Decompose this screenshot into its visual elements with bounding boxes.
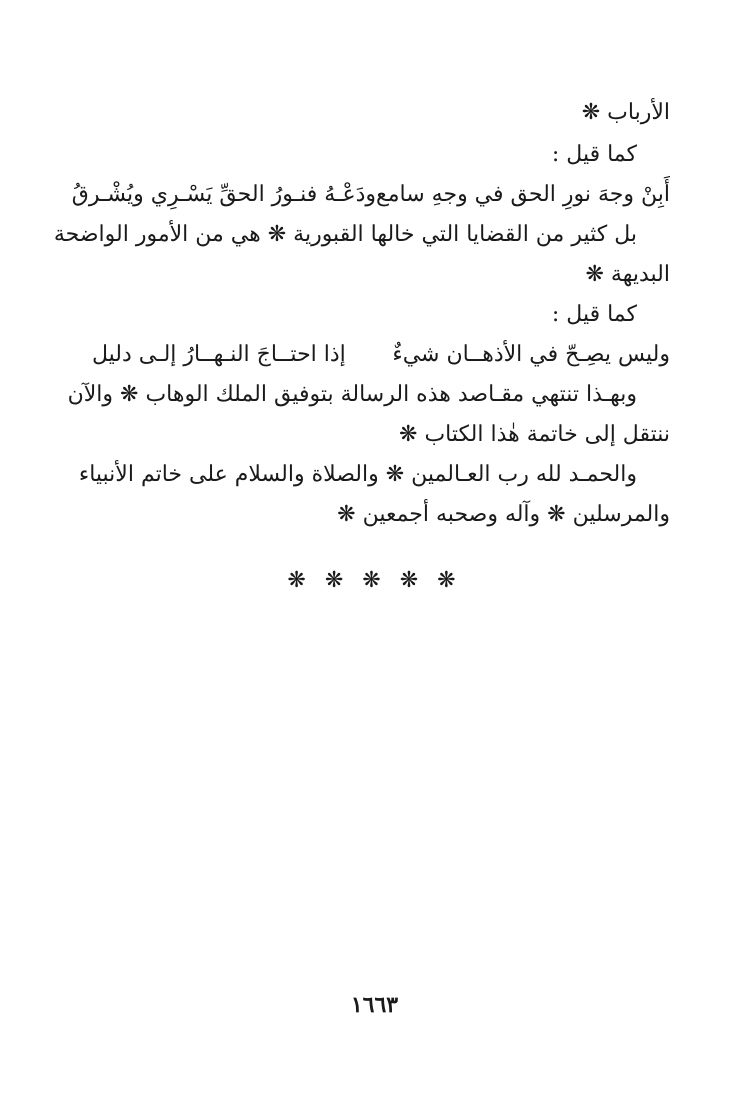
- verse-1-first-hemistich: أَبِنْ وجهَ نورِ الحق في وجهِ سامع: [376, 182, 670, 207]
- text-line-1: الأرباب ❋: [581, 100, 670, 125]
- text-line-9: ننتقل إلى خاتمة هٰذا الكتاب ❋: [399, 422, 670, 447]
- verse-2-first-hemistich: وليس يصِـحّ في الأذهــان شيءٌ: [392, 342, 670, 367]
- text-line-10: والحمـد لله رب العـالمين ❋ والصلاة والسلام على خاتم الأنبياء: [78, 462, 637, 487]
- text-line-5: البديهة ❋: [585, 262, 670, 287]
- section-separator: ❋ ❋ ❋ ❋ ❋: [287, 568, 462, 593]
- text-line-4: بل كثير من القضايا التي خالها القبورية ❋ هي من الأمور الواضحة: [53, 222, 637, 247]
- text-line-8: وبهـذا تنتهي مقـاصد هذه الرسالة بتوفيق الملك الوهاب ❋ والآن: [67, 382, 637, 407]
- quote-intro-2: كما قيل :: [551, 302, 637, 327]
- page-number: ١٦٦٣: [350, 992, 399, 1018]
- verse-1: [71, 178, 670, 214]
- text-line-11: والمرسلين ❋ وآله وصحبه أجمعين ❋: [337, 502, 670, 527]
- verse-1-second-hemistich: ودَعْـهُ فنـورُ الحقِّ يَسْـرِي ويُشْـرقُ: [71, 182, 377, 207]
- verse-2-second-hemistich: إذا احتــاجَ النـهــارُ إلـى دليل: [92, 342, 346, 367]
- quote-intro-1: كما قيل :: [551, 142, 637, 167]
- verse-2: [92, 338, 670, 374]
